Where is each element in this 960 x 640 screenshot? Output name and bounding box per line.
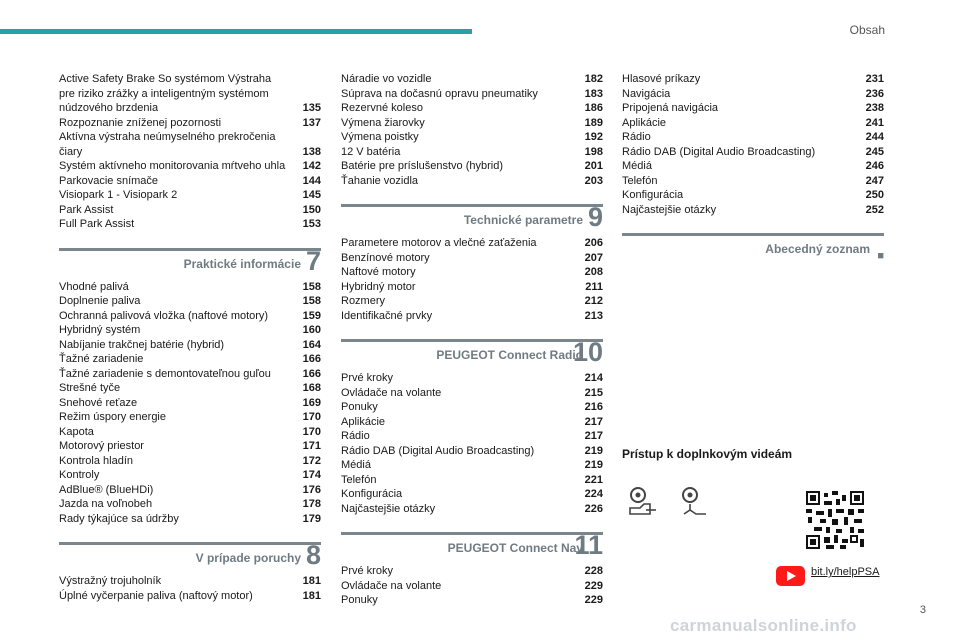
help-videos-link[interactable]: bit.ly/helpPSA [811,566,880,578]
toc-entry-title: Batérie pre príslušenstvo (hybrid) [341,160,504,172]
toc-entry[interactable] [341,72,603,87]
toc-entry[interactable] [622,72,884,87]
toc-entry[interactable] [622,130,884,145]
toc-entry[interactable] [622,188,884,203]
toc-entry-page: 138 [302,145,321,158]
section-title[interactable]: Abecedný zoznam [765,242,870,256]
section-header [341,532,603,560]
toc-entry-page: 170 [302,425,321,438]
toc-entry[interactable] [341,429,603,444]
toc-entry-page: 166 [302,367,321,380]
toc-entry[interactable] [341,251,603,266]
toc-entry-title: Hybridný motor [341,280,416,293]
toc-entry-page: 135 [302,102,321,114]
toc-entry[interactable] [59,454,321,469]
toc-entry-title: Rádio DAB (Digital Audio Broadcasting) [341,444,535,457]
toc-entry-title: Rádio [341,430,370,442]
toc-entry-title: Telefón [341,473,377,486]
toc-entry[interactable] [341,116,603,131]
toc-entry-page: 158 [302,295,321,307]
toc-entry-page: 236 [865,87,884,100]
section-number: 10 [572,337,603,367]
toc-entry-title: Ťažné zariadenie s demontovateľnou guľou [59,367,271,380]
toc-entry-title: Ťahanie vozidla [341,174,419,187]
toc-entry-page: 174 [302,469,321,481]
toc-entry-page: 238 [865,102,884,114]
section-divider [341,204,603,207]
video-icon-wheel [678,486,712,520]
toc-entry-title: 12 V batéria [341,145,401,158]
toc-entry[interactable] [622,87,884,102]
toc-entry-title: Parkovacie snímače [59,174,159,187]
toc-entry[interactable] [341,564,603,579]
youtube-icon[interactable] [776,566,805,586]
toc-entry-page: 241 [865,116,884,129]
toc-entry[interactable] [59,174,321,189]
toc-entry[interactable] [341,174,603,189]
toc-entry-title: Rádio [622,131,651,143]
toc-entry-title: Jazda na voľnobeh [59,498,153,510]
section-divider [59,248,321,251]
toc-entry-title: Active Safety Brake So systémom Výstraha pre riziko zrážky a inteligentným systémom núdzového brzdenia [59,73,272,114]
toc-entry-page: 228 [584,565,603,577]
toc-entry-title: Ponuky [341,401,378,413]
toc-entry[interactable] [622,159,884,174]
watermark: carmanualsonline.info [670,616,857,635]
section-divider [622,233,884,236]
toc-entry[interactable] [59,367,321,382]
header-title: Obsah [849,23,885,37]
toc-entry[interactable] [341,415,603,430]
toc-entry-page: 179 [302,512,321,525]
toc-entry[interactable] [59,159,321,174]
toc-entry-page: 244 [865,131,884,143]
toc-entry-title: Médiá [622,160,652,172]
toc-entry-title: Snehové reťaze [59,396,138,409]
toc-entry-title: Strešné tyče [59,382,121,394]
toc-entry-page: 150 [302,203,321,216]
toc-entry-title: Rezervné koleso [341,102,423,114]
toc-entry-page: 208 [584,266,603,278]
toc-entry[interactable] [59,574,321,589]
toc-entry-title: Naftové motory [341,266,416,278]
section-divider [341,339,603,342]
toc-entry-title: Ponuky [341,594,378,606]
toc-entry[interactable] [59,352,321,367]
toc-entry[interactable] [59,338,321,353]
section-title[interactable]: Technické parametre [463,213,583,227]
toc-entry-page: 158 [302,280,321,293]
toc-entry-title: Rozmery [341,295,386,307]
toc-entry[interactable] [341,473,603,488]
toc-entry-page: 172 [302,454,321,467]
toc-entry[interactable] [59,439,321,454]
toc-entry-title: Médiá [341,459,371,471]
toc-entry[interactable] [341,236,603,251]
section-number: 9 [587,202,603,232]
toc-entry[interactable] [59,425,321,440]
toc-entry-page: 226 [584,502,603,515]
toc-entry-page: 181 [302,589,321,602]
section-divider [59,542,321,545]
toc-entry-page: 159 [302,309,321,322]
section-header [622,233,884,261]
toc-entry-title: Rozpoznanie zníženej pozornosti [59,116,222,129]
toc-entry[interactable] [341,87,603,102]
toc-entry[interactable] [341,101,603,116]
toc-entry-page: 252 [865,203,884,216]
toc-entry[interactable] [341,371,603,386]
toc-entry-title: Ovládače na volante [341,386,442,399]
toc-entry-page: 215 [584,386,603,399]
toc-entry-title: Vhodné palivá [59,280,129,293]
toc-entry[interactable] [341,145,603,160]
toc-entry[interactable] [59,203,321,218]
toc-entry-title: Rádio DAB (Digital Audio Broadcasting) [622,145,816,158]
toc-entry-page: 171 [302,440,321,452]
toc-entry-page: 217 [584,415,603,428]
toc-entry-title: Navigácia [622,87,671,100]
toc-entry-title: Konfigurácia [341,488,403,500]
toc-column-2 [341,72,603,608]
toc-entry-title: Súprava na dočasnú opravu pneumatiky [341,87,538,100]
toc-entry-title: Aplikácie [341,415,386,428]
toc-entry-title: Ťažné zariadenie [59,353,144,365]
toc-entry-page: 201 [584,160,603,172]
toc-entry[interactable] [341,400,603,415]
toc-entry-page: 214 [584,372,603,384]
toc-entry-page: 246 [865,160,884,172]
toc-entry[interactable] [622,116,884,131]
toc-entry-page: 229 [584,579,603,592]
toc-column-1 [59,72,321,603]
toc-entry-page: 217 [584,430,603,442]
toc-entry-page: 221 [584,473,603,486]
toc-entry[interactable] [341,502,603,517]
toc-entry[interactable] [59,130,321,159]
toc-entry-title: Najčastejšie otázky [341,502,436,515]
toc-entry-page: 178 [302,498,321,510]
toc-entry[interactable] [341,130,603,145]
toc-entry[interactable] [341,309,603,324]
toc-entry-title: Motorový priestor [59,440,144,452]
toc-entry-page: 169 [302,396,321,409]
toc-entry-title: Náradie vo vozidle [341,73,432,85]
toc-entry-title: Full Park Assist [59,218,135,230]
toc-entry-page: 160 [302,324,321,336]
toc-entry[interactable] [622,203,884,218]
toc-entry-title: Parametere motorov a vlečné zaťaženia [341,237,537,249]
toc-entry-title: Kontroly [59,469,100,481]
videos-title: Prístup k doplnkovým videám [622,447,793,461]
page-number: 3 [919,604,926,616]
qr-code-icon [806,491,864,549]
toc-entry-page: 164 [302,338,321,351]
toc-entry[interactable] [341,386,603,401]
toc-entry[interactable] [59,512,321,527]
header-accent-bar [0,29,472,34]
toc-entry-page: 231 [865,73,884,85]
section-number: 8 [305,540,321,570]
toc-entry-title: Úplné vyčerpanie paliva (naftový motor) [59,589,253,602]
section-title[interactable]: PEUGEOT Connect Nav [447,541,583,555]
toc-entry-page: 224 [584,488,603,500]
toc-entry-title: Ovládače na volante [341,579,442,592]
toc-entry[interactable] [341,280,603,295]
toc-entry[interactable] [622,145,884,160]
toc-entry-title: Prvé kroky [341,372,393,384]
toc-entry-title: Ochranná palivová vložka (naftové motory) [59,309,269,322]
toc-entry-page: 250 [865,189,884,201]
section-divider [341,532,603,535]
toc-entry-page: 145 [302,189,321,201]
toc-entry[interactable] [59,309,321,324]
toc-entry-page: 219 [584,459,603,471]
toc-entry-page: 186 [584,102,603,114]
toc-entry-title: Nabíjanie trakčnej batérie (hybrid) [59,338,225,351]
toc-entry-page: 168 [302,382,321,394]
toc-entry[interactable] [59,589,321,604]
toc-entry[interactable] [59,497,321,512]
toc-entry[interactable] [59,468,321,483]
toc-entry-title: Režim úspory energie [59,411,166,423]
section-header [341,339,603,367]
toc-entry-page: 219 [584,444,603,457]
toc-entry-page: 229 [584,594,603,606]
section-title[interactable]: V prípade poruchy [195,551,301,565]
section-title[interactable]: PEUGEOT Connect Radio [436,348,583,362]
toc-entry-page: 212 [584,295,603,307]
toc-entry-page: 206 [584,237,603,249]
toc-entry-page: 216 [584,401,603,413]
toc-entry-page: 198 [584,145,603,158]
toc-entry[interactable] [341,159,603,174]
toc-entry[interactable] [341,444,603,459]
toc-entry-title: Kontrola hladín [59,454,133,467]
toc-entry-title: Hlasové príkazy [622,73,701,85]
toc-entry-page: 213 [584,309,603,322]
toc-entry[interactable] [341,487,603,502]
toc-entry[interactable] [622,101,884,116]
toc-entry-page: 183 [584,87,603,100]
toc-entry[interactable] [59,188,321,203]
toc-entry-page: 247 [865,174,884,187]
toc-entry-page: 176 [302,483,321,496]
toc-entry-title: Kapota [59,425,94,438]
section-number: 7 [305,245,321,276]
toc-entry[interactable] [59,116,321,131]
toc-entry[interactable] [59,323,321,338]
section-title[interactable]: Praktické informácie [183,256,301,271]
toc-entry-title: Výstražný trojuholník [59,575,162,587]
toc-entry-page: 170 [302,411,321,423]
toc-entry-title: Prvé kroky [341,565,393,577]
toc-entry[interactable] [59,280,321,295]
section-header [59,542,321,570]
toc-entry-title: Výmena poistky [341,131,419,143]
toc-entry-page: 182 [584,73,603,85]
toc-entry-page: 192 [584,131,603,143]
toc-entry[interactable] [59,72,321,116]
toc-entry[interactable] [59,294,321,309]
toc-entry-title: Doplnenie paliva [59,295,141,307]
toc-entry-title: Konfigurácia [622,189,684,201]
toc-entry-title: Pripojená navigácia [622,102,719,114]
toc-entry-title: Aplikácie [622,116,667,129]
toc-entry[interactable] [341,458,603,473]
toc-entry[interactable] [341,265,603,280]
section-number: 11 [574,530,603,560]
section-header [59,245,321,276]
toc-entry-page: 153 [302,218,321,230]
toc-entry-title: Aktívna výstraha neúmyselného prekročenia čiary [59,131,276,158]
toc-entry-page: 211 [585,280,603,293]
toc-entry-title: Najčastejšie otázky [622,203,717,216]
toc-entry-title: Park Assist [59,203,114,216]
toc-entry-title: Identifikačné prvky [341,309,433,322]
toc-entry-page: 137 [302,116,321,129]
toc-entry[interactable] [622,174,884,189]
toc-entry-title: Systém aktívneho monitorovania mŕtveho uhla [59,160,286,172]
toc-entry-title: Benzínové motory [341,251,430,264]
toc-entry-title: Rady týkajúce sa údržby [59,512,179,525]
section-number: ■ [877,250,884,262]
section-header [341,204,603,232]
toc-entry[interactable] [59,396,321,411]
toc-entry-page: 181 [302,575,321,587]
toc-entry-page: 207 [584,251,603,264]
video-icon-person [626,486,660,520]
toc-entry-title: Visiopark 1 - Visiopark 2 [59,189,178,201]
toc-entry-page: 144 [302,174,321,187]
toc-entry[interactable] [59,217,321,232]
toc-entry[interactable] [59,381,321,396]
toc-entry[interactable] [341,579,603,594]
toc-entry-page: 166 [302,353,321,365]
toc-entry-title: Výmena žiarovky [341,116,425,129]
toc-entry-page: 189 [584,116,603,129]
toc-entry[interactable] [59,483,321,498]
toc-column-3 [622,72,884,265]
toc-entry-title: Hybridný systém [59,324,141,336]
toc-entry[interactable] [59,410,321,425]
toc-entry-page: 142 [302,160,321,172]
toc-entry[interactable] [341,294,603,309]
toc-entry-page: 203 [584,174,603,187]
toc-entry[interactable] [341,593,603,608]
toc-entry-title: AdBlue® (BlueHDi) [59,483,154,496]
toc-entry-title: Telefón [622,174,658,187]
toc-entry-page: 245 [865,145,884,158]
